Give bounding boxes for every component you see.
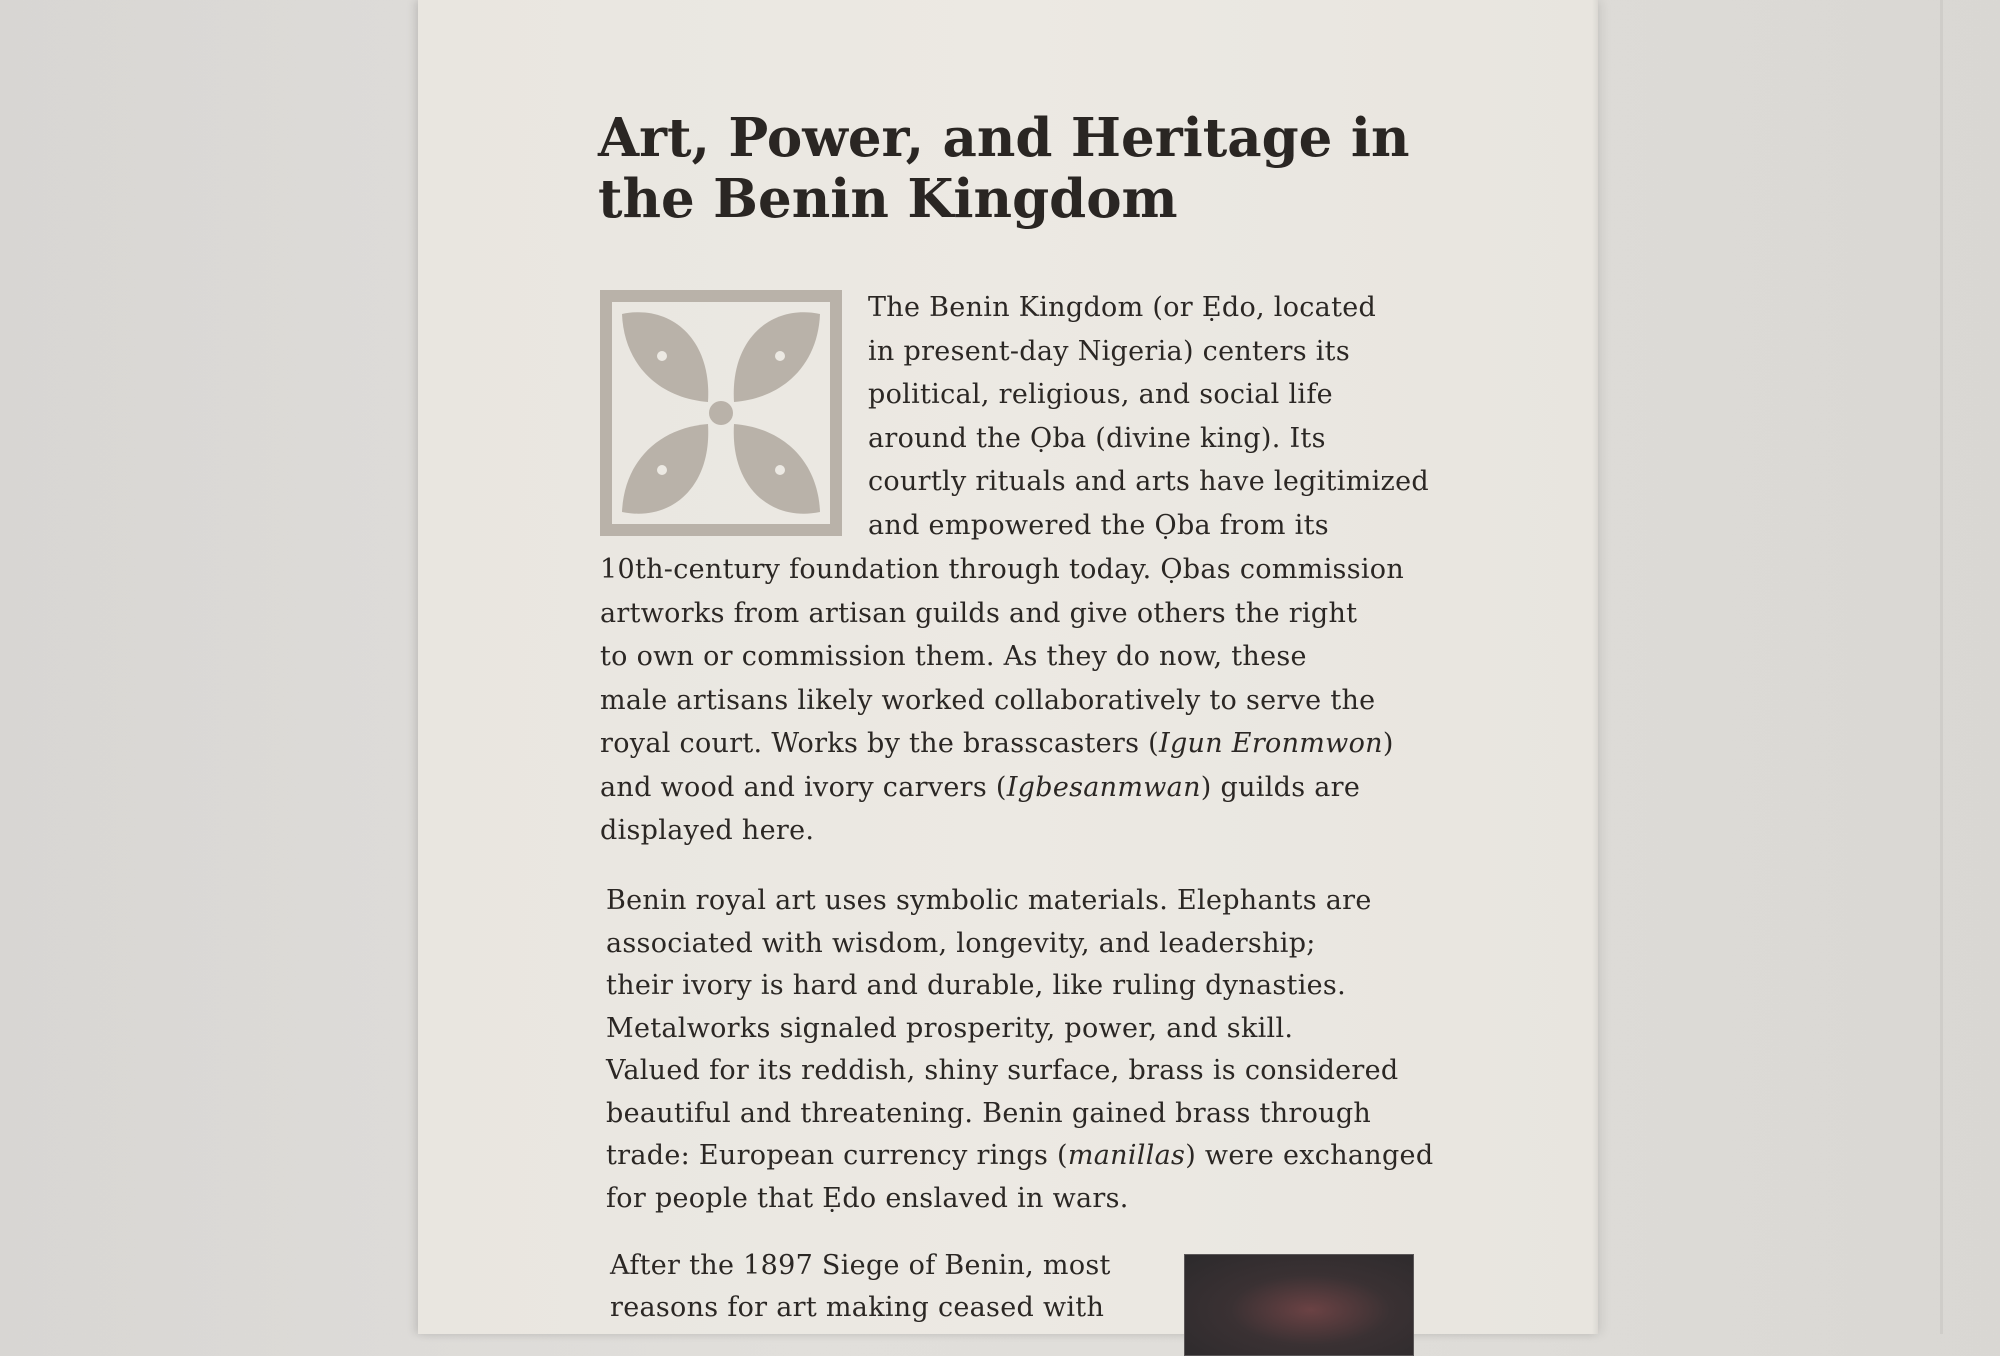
text-line <box>600 722 1404 766</box>
text-segment: trade: European currency rings ( <box>606 1140 1068 1171</box>
artwork-photo <box>1184 1254 1414 1356</box>
text-line: associated with wisdom, longevity, and leadership; <box>606 927 1316 959</box>
text-line: political, religious, and social life <box>868 379 1333 410</box>
text-line: their ivory is hard and durable, like ruling dynasties. <box>606 970 1346 1001</box>
text-line: displayed here. <box>600 815 815 846</box>
exhibit-label-panel <box>418 0 1598 1334</box>
text-line: The Benin Kingdom (or Ẹdo, located <box>868 292 1377 323</box>
guild-name-carvers: Igbesanmwan <box>1006 771 1201 803</box>
text-line: in present-day Nigeria) centers its <box>868 335 1350 367</box>
materials-paragraph <box>606 880 1433 1220</box>
panel-edge-shadow <box>1592 0 1598 1334</box>
text-line: After the 1897 Siege of Benin, most <box>610 1250 1111 1281</box>
four-leaf-emblem-icon <box>600 290 842 536</box>
text-segment: and wood and ivory carvers ( <box>600 771 1007 803</box>
guild-name-brasscasters: Igun Eronmwon <box>1159 728 1383 759</box>
text-line: around the Ọba (divine king). Its <box>868 422 1326 454</box>
text-line: Metalworks signaled prosperity, power, and skill. <box>606 1012 1294 1044</box>
text-segment: royal court. Works by the brasscasters ( <box>600 728 1159 759</box>
text-segment: ) guilds are <box>1200 771 1361 803</box>
text-line: and empowered the Ọba from its <box>868 509 1329 541</box>
panel-title: Art, Power, and Heritage in the Benin Kingdom <box>598 107 1410 230</box>
siege-paragraph <box>610 1245 1111 1329</box>
text-line: Benin royal art uses symbolic materials. Elephants are <box>606 885 1372 916</box>
intro-paragraph-continued <box>600 548 1404 853</box>
intro-paragraph-wrapped <box>868 286 1429 547</box>
text-line: for people that Ẹdo enslaved in wars. <box>606 1182 1129 1214</box>
text-line: reasons for art making ceased with <box>610 1292 1105 1323</box>
wall-edge <box>1940 0 1943 1334</box>
text-line: Valued for its reddish, shiny surface, brass is considered <box>606 1055 1399 1086</box>
text-line <box>600 766 1404 810</box>
text-segment: ) <box>1382 728 1394 759</box>
text-line: beautiful and threatening. Benin gained brass through <box>606 1097 1372 1129</box>
text-line <box>606 1135 1433 1178</box>
text-line: male artisans likely worked collaboratively to serve the <box>600 684 1376 716</box>
manillas-term: manillas <box>1067 1140 1186 1171</box>
text-line: courtly rituals and arts have legitimized <box>868 466 1429 497</box>
text-line: to own or commission them. As they do now, these <box>600 641 1307 672</box>
text-line: artworks from artisan guilds and give others the right <box>600 597 1358 629</box>
text-line: 10th-century foundation through today. Ọbas commission <box>600 554 1405 585</box>
text-segment: ) were exchanged <box>1185 1140 1434 1171</box>
